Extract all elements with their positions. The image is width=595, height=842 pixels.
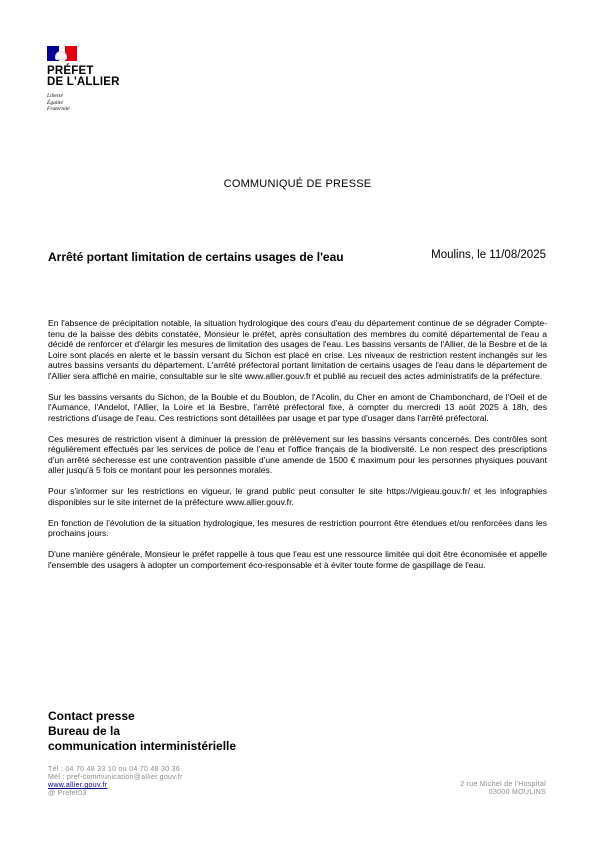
contact-line-2: Bureau de la bbox=[48, 724, 121, 738]
document-date: Moulins, le 11/08/2025 bbox=[431, 249, 546, 261]
republic-motto bbox=[47, 93, 127, 113]
press-contact bbox=[48, 709, 236, 754]
document-body bbox=[48, 318, 547, 581]
motto-fraternite: Fraternité bbox=[47, 106, 70, 112]
document-title: Arrêté portant limitation de certains usages de l'eau bbox=[48, 250, 344, 264]
paragraph: Ces mesures de restriction visent à diminuer la pression de prélèvement sur les bassins versants concernés. Des contrôles sont régulièrement effectués par les services de police de l'eau et l'office français de la biodiversité. Le non respect des prescriptions d'un arrêté sécheresse est une contravention passible d'une amende de 1500 € maximum pour les personnes physiques pouvant aller jusqu'à 5 fois ce montant pour les personnes morales. bbox=[48, 433, 547, 475]
footer-address bbox=[460, 781, 546, 797]
motto-liberte: Liberté bbox=[47, 93, 63, 99]
paragraph: En fonction de l'évolution de la situation hydrologique, les mesures de restriction pourront être étendues et/ou renforcées dans les prochains jours. bbox=[48, 517, 547, 538]
address-line-1: 2 rue Michel de l'Hospital bbox=[460, 781, 546, 788]
paragraph: Pour s'informer sur les restrictions en vigueur, le grand public peut consulter le site https://vigieau.gouv.fr/ et les infographies disponibles sur le site internet de la préfecture www.allier.gouv.fr. bbox=[48, 486, 547, 507]
footer-phone: Tél : 04 70 48 33 10 ou 04 70 48 30 36 bbox=[48, 766, 181, 773]
contact-line-3: communication interministérielle bbox=[48, 739, 237, 753]
marianne-flag-icon bbox=[47, 46, 77, 61]
press-release-label: COMMUNIQUÉ DE PRESSE bbox=[223, 178, 372, 190]
logo-title bbox=[47, 66, 127, 88]
paragraph: D'une manière générale, Monsieur le préfet rappelle à tous que l'eau est une ressource limitée qui doit être économisée et appelle l'ensemble des usagers à adopter un comportement éco-responsable et à éviter toute forme de gaspillage de l'eau. bbox=[48, 549, 547, 570]
motto-egalite: Égalité bbox=[47, 99, 63, 106]
paragraph: En l'absence de précipitation notable, la situation hydrologique des cours d'eau du département continue de se dégrader Compte-tenu de la baisse des débits constatée, Monsieur le préfet, après consultation des membres du comité départemental de l'eau a décidé de renforcer et d'élargir les mesures de limitation des usages de l'eau. Les bassins versants de l'Allier, de la Besbre et de la Loire sont placés en alerte et le bassin versant du Sichon est placé en crise. Les niveaux de restriction restent inchangés sur les autres bassins versants du département. L'arrêté préfectoral portant limitation de certains usages de l'eau dans le département de l'Allier sera affiché en mairie, consultable sur le site www.allier.gouv.fr et publié au recueil des actes administratifs de la préfecture. bbox=[48, 318, 547, 381]
footer-website-link[interactable]: www.allier.gouv.fr bbox=[48, 782, 108, 789]
footer-contact-info bbox=[48, 766, 183, 798]
footer-social-handle[interactable]: @ Prefet03 bbox=[48, 790, 87, 797]
address-line-2: 03000 MOULINS bbox=[488, 789, 546, 796]
footer-email[interactable]: Mél : pref-communication@allier.gouv.fr bbox=[48, 774, 183, 781]
prefet-logo bbox=[47, 46, 127, 113]
contact-line-1: Contact presse bbox=[48, 709, 135, 723]
paragraph: Sur les bassins versants du Sichon, de la Bouble et du Boublon, de l'Acolin, du Cher en amont de Chambonchard, de l'Oeil et de l'Aumance, l'Andelot, l'Allier, la Loire et la Besbre, l'arrêté préfectoral fixe, à compter du mercredi 13 août 2025 à 18h, des restrictions d'usage de l'eau. Ces restrictions sont détaillées par usage et par type d'usager dans l'arrêté préfectoral. bbox=[48, 391, 547, 423]
logo-line-1: PRÉFET bbox=[47, 65, 94, 77]
logo-line-2: DE L'ALLIER bbox=[47, 76, 120, 88]
